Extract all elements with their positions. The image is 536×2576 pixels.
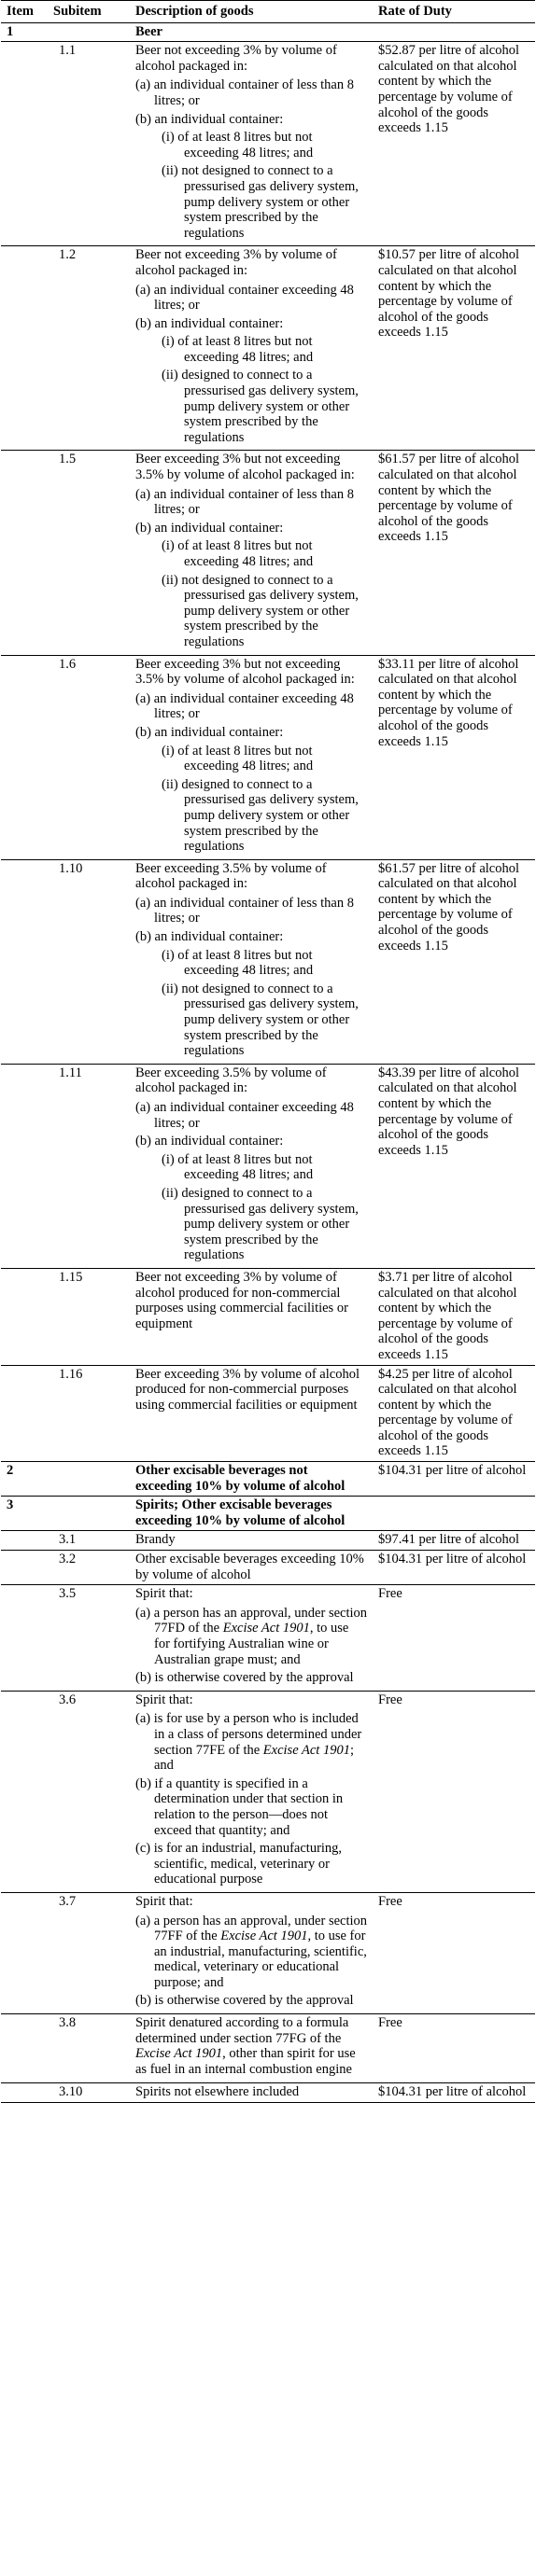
item-empty [1,451,48,655]
paragraph-b: (b) is otherwise covered by the approval [135,1670,354,1686]
text-part: (a) a person has an approval, under section 77FF of the [135,1913,368,1944]
item-number: 3 [1,1497,48,1531]
description-lead: Beer exceeding 3.5% by volume of alcohol packaged in: [135,1065,327,1096]
rate-cell: $104.31 per litre of alcohol [373,1551,535,1585]
description-text [135,2015,367,2077]
rate-cell: $61.57 per litre of alcohol calculated on that alcohol content by which the percentage by volume of alcohol of the goods exceeds 1.15 [373,859,535,1064]
item-empty [1,2083,48,2103]
paragraph-b: (b) an individual container: [135,520,284,536]
subitem-empty [48,1462,130,1497]
paragraph-b: (b) an individual container: [135,315,284,331]
paragraph-a: (a) an individual container exceeding 48 litres; or [135,1100,354,1131]
description-lead: Spirit that: [135,1893,193,1909]
group-rate: $104.31 per litre of alcohol [373,1462,535,1497]
subitem-empty [48,1497,130,1531]
rate-cell: $61.57 per litre of alcohol calculated on that alcohol content by which the percentage by volume of alcohol of the goods exceeds 1.15 [373,451,535,655]
rate-cell: $3.71 per litre of alcohol calculated on that alcohol content by which the percentage by volume of alcohol of the goods exceeds 1.15 [373,1268,535,1365]
table-row [1,1551,535,1585]
group-row [1,22,535,42]
group-rate [373,22,535,42]
duty-table [1,0,535,2103]
header-subitem: Subitem [48,1,130,23]
subitem-number: 1.16 [48,1365,130,1462]
description-cell [130,1892,373,2013]
rate-cell: $33.11 per litre of alcohol calculated on that alcohol content by which the percentage by volume of alcohol of the goods exceeds 1.15 [373,655,535,859]
item-empty [1,2014,48,2083]
subitem-number: 1.15 [48,1268,130,1365]
description-lead: Beer exceeding 3% by volume of alcohol produced for non-commercial purposes using commercial facilities or equipment [135,1366,360,1413]
text-part: (a) is for use by a person who is included in a class of persons determined under section 77FE of the [135,1711,362,1758]
description-lead: Spirit that: [135,1586,193,1602]
item-empty [1,1892,48,2013]
item-empty [1,1691,48,1892]
group-description: Other excisable beverages not exceeding 10% by volume of alcohol [130,1462,373,1497]
group-description: Spirits; Other excisable beverages exceeding 10% by volume of alcohol [130,1497,373,1531]
table-row [1,1268,535,1365]
paragraph-b: (b) is otherwise covered by the approval [135,1993,354,2009]
subparagraph-ii: (ii) not designed to connect to a pressurised gas delivery system, pump delivery system or other system prescribed by the regulations [162,981,359,1059]
act-name: Excise Act 1901 [222,1621,310,1636]
description-lead: Beer exceeding 3% but not exceeding 3.5% by volume of alcohol packaged in: [135,452,355,483]
rate-cell: Free [373,1892,535,2013]
subparagraph-i: (i) of at least 8 litres but not exceeding 48 litres; and [162,334,314,365]
paragraph-a: (a) an individual container exceeding 48 litres; or [135,282,354,313]
description-cell: Spirits not elsewhere included [130,2083,373,2103]
subitem-number: 1.11 [48,1064,130,1268]
subitem-number: 1.2 [48,246,130,451]
act-name: Excise Act 1901 [220,1929,308,1944]
item-empty [1,42,48,246]
subitem-number: 3.8 [48,2014,130,2083]
table-row [1,1691,535,1892]
subparagraph-ii: (ii) not designed to connect to a pressurised gas delivery system, pump delivery system or other system prescribed by the regulations [162,163,359,241]
table-row [1,655,535,859]
rate-cell: $52.87 per litre of alcohol calculated on that alcohol content by which the percentage by volume of alcohol of the goods exceeds 1.15 [373,42,535,246]
text-part: (a) a person has an approval, under section 77FD of the [135,1605,368,1636]
rate-cell: Free [373,1585,535,1692]
table-row [1,246,535,451]
table-row [1,2083,535,2103]
item-number: 1 [1,22,48,42]
description-cell [130,246,373,451]
description-cell [130,1064,373,1268]
table-row [1,1892,535,2013]
paragraph-a [135,1711,367,1773]
subparagraph-i: (i) of at least 8 litres but not exceeding 48 litres; and [162,130,314,160]
item-empty [1,655,48,859]
subparagraph-i: (i) of at least 8 litres but not exceeding 48 litres; and [162,947,314,979]
subparagraph-ii: (ii) not designed to connect to a pressurised gas delivery system, pump delivery system or other system prescribed by the regulations [162,572,359,649]
subitem-number: 3.1 [48,1531,130,1551]
description-lead: Beer exceeding 3.5% by volume of alcohol packaged in: [135,860,327,892]
subitem-number: 3.7 [48,1892,130,2013]
subitem-number: 1.10 [48,859,130,1064]
subitem-number: 3.5 [48,1585,130,1692]
paragraph-a: (a) an individual container exceeding 48 litres; or [135,690,354,722]
group-description: Beer [130,22,373,42]
rate-cell: $10.57 per litre of alcohol calculated on that alcohol content by which the percentage by volume of alcohol of the goods exceeds 1.15 [373,246,535,451]
group-row [1,1497,535,1531]
description-lead: Beer exceeding 3% but not exceeding 3.5% by volume of alcohol packaged in: [135,656,355,688]
paragraph-a: (a) an individual container of less than 8 litres; or [135,486,354,518]
text-part: ; and [154,1742,354,1774]
subitem-number: 3.6 [48,1691,130,1892]
paragraph-b: (b) an individual container: [135,111,284,127]
subparagraph-ii: (ii) designed to connect to a pressurised gas delivery system, pump delivery system or other system prescribed by the regulations [162,368,359,445]
description-cell [130,655,373,859]
text-part: , other than spirit for use as fuel in an internal combustion engine [135,2046,356,2077]
act-name: Excise Act 1901 [135,2046,223,2062]
paragraph-b: (b) an individual container: [135,1134,284,1149]
rate-cell: Free [373,2014,535,2083]
rate-cell: $97.41 per litre of alcohol [373,1531,535,1551]
subitem-number: 3.10 [48,2083,130,2103]
description-cell [130,451,373,655]
item-empty [1,1365,48,1462]
description-lead: Beer not exceeding 3% by volume of alcohol packaged in: [135,247,337,278]
table-row [1,451,535,655]
paragraph-a: (a) an individual container of less than 8 litres; or [135,77,354,108]
item-number: 2 [1,1462,48,1497]
header-rate: Rate of Duty [373,1,535,23]
rate-cell: $4.25 per litre of alcohol calculated on that alcohol content by which the percentage by volume of alcohol of the goods exceeds 1.15 [373,1365,535,1462]
paragraph-c: (c) is for an industrial, manufacturing, scientific, medical, veterinary or educational purpose [135,1841,343,1887]
paragraph-b: (b) an individual container: [135,929,284,945]
text-part: , to use for fortifying Australian wine or Australian grape must; and [154,1621,349,1667]
group-row [1,1462,535,1497]
description-cell: Other excisable beverages exceeding 10% by volume of alcohol [130,1551,373,1585]
paragraph-a: (a) an individual container of less than 8 litres; or [135,895,354,926]
header-description: Description of goods [130,1,373,23]
description-cell [130,42,373,246]
table-row [1,1064,535,1268]
rate-cell: $43.39 per litre of alcohol calculated on that alcohol content by which the percentage by volume of alcohol of the goods exceeds 1.15 [373,1064,535,1268]
paragraph-b: (b) if a quantity is specified in a determination under that section in relation to the person—does not exceed that quantity; and [135,1775,344,1838]
table-row [1,1531,535,1551]
subparagraph-i: (i) of at least 8 litres but not exceeding 48 litres; and [162,1151,314,1183]
description-cell [130,859,373,1064]
description-cell: Brandy [130,1531,373,1551]
description-cell [130,1365,373,1462]
paragraph-a [135,1606,367,1667]
act-name: Excise Act 1901 [262,1742,350,1758]
item-empty [1,1551,48,1585]
description-cell [130,1268,373,1365]
item-empty [1,1064,48,1268]
item-empty [1,1268,48,1365]
item-empty [1,1585,48,1692]
description-cell [130,1585,373,1692]
table-row [1,2014,535,2083]
description-lead: Beer not exceeding 3% by volume of alcohol packaged in: [135,43,337,74]
table-row [1,1365,535,1462]
item-empty [1,246,48,451]
subparagraph-i: (i) of at least 8 litres but not exceeding 48 litres; and [162,743,314,774]
description-cell [130,2014,373,2083]
table-header [1,1,535,23]
table-row [1,1585,535,1692]
table-row [1,42,535,246]
subitem-empty [48,22,130,42]
subparagraph-ii: (ii) designed to connect to a pressurised gas delivery system, pump delivery system or other system prescribed by the regulations [162,776,359,855]
description-lead: Spirit that: [135,1692,193,1707]
subitem-number: 1.6 [48,655,130,859]
text-part: , to use for an industrial, manufacturing, scientific, medical, veterinary or educational purpose; and [154,1929,367,1990]
subparagraph-i: (i) of at least 8 litres but not exceeding 48 litres; and [162,538,314,569]
text-part: Spirit denatured according to a formula determined under section 77FG of the [135,2015,349,2046]
rate-cell: Free [373,1691,535,1892]
rate-cell: $104.31 per litre of alcohol [373,2083,535,2103]
item-empty [1,1531,48,1551]
header-item: Item [1,1,48,23]
group-rate [373,1497,535,1531]
description-lead: Beer not exceeding 3% by volume of alcohol produced for non-commercial purposes using commercial facilities or equipment [135,1269,348,1331]
item-empty [1,859,48,1064]
paragraph-b: (b) an individual container: [135,724,284,740]
subparagraph-ii: (ii) designed to connect to a pressurised gas delivery system, pump delivery system or other system prescribed by the regulations [162,1185,359,1263]
subitem-number: 3.2 [48,1551,130,1585]
table-row [1,859,535,1064]
subitem-number: 1.1 [48,42,130,246]
paragraph-a [135,1914,367,1991]
description-cell [130,1691,373,1892]
subitem-number: 1.5 [48,451,130,655]
